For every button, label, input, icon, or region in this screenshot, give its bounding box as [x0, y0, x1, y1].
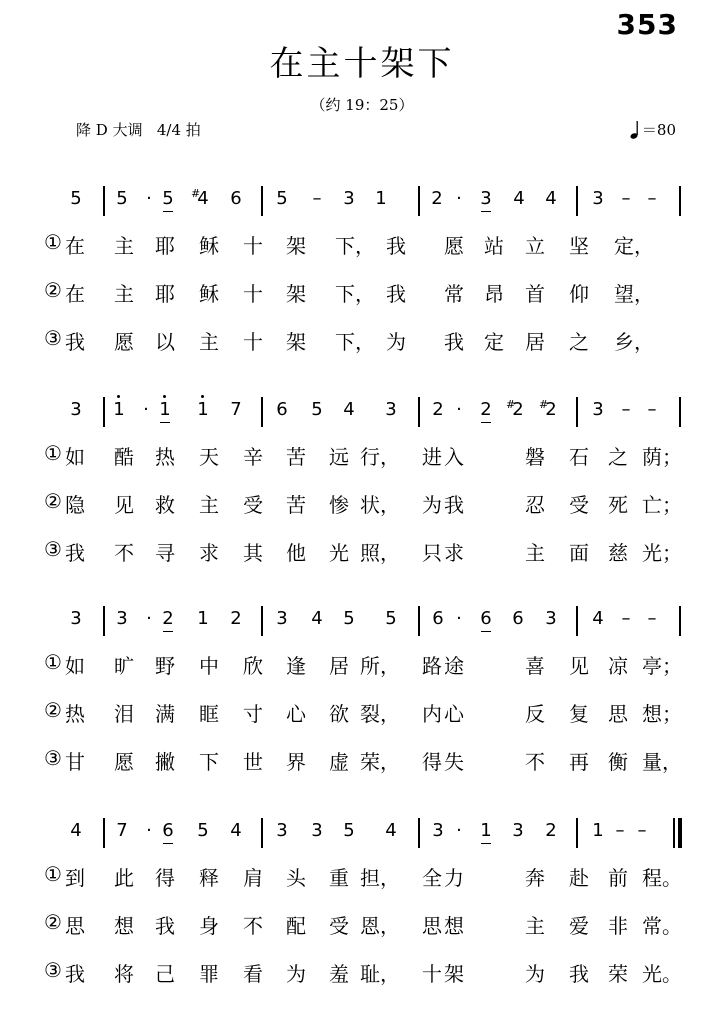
lyric-char: 为: [286, 962, 306, 986]
sharp-accidental: #: [191, 187, 201, 200]
lyric-char: 受: [243, 493, 263, 517]
lyric-line: [44, 958, 684, 988]
lyric-char: 虚: [329, 750, 349, 774]
note: 2 #: [506, 399, 530, 421]
lyric-char: 程。: [642, 866, 682, 890]
barline: [261, 186, 263, 216]
lyric-char: 在: [65, 282, 85, 306]
sustain-dash: –: [647, 608, 657, 629]
lyric-char: 心: [444, 702, 464, 726]
note: 3: [592, 399, 604, 420]
final-barline-thin: [673, 818, 675, 848]
note: 4: [385, 820, 397, 841]
verse-number: ①: [44, 230, 62, 254]
barline: [418, 606, 420, 636]
lyric-char: 界: [286, 750, 306, 774]
lyric-char: 欲: [329, 702, 349, 726]
lyric-char: 以: [155, 330, 175, 354]
note: 2: [432, 399, 444, 420]
lyric-line: [44, 746, 684, 776]
lyric-line: [44, 537, 684, 567]
verse-number: ②: [44, 910, 62, 934]
barline: [679, 397, 681, 427]
note: 3: [116, 608, 128, 629]
lyric-char: 全: [422, 866, 442, 890]
dot-marker: ·: [456, 188, 462, 209]
lyric-char: 得: [155, 866, 175, 890]
barline: [576, 397, 578, 427]
lyric-char: 不: [525, 750, 545, 774]
lyric-char: 我: [569, 962, 589, 986]
verse-number: ③: [44, 746, 62, 770]
note: 3: [432, 820, 444, 841]
notation-line: [0, 397, 724, 437]
lyric-char: 之: [608, 445, 628, 469]
note: 3: [70, 399, 82, 420]
lyric-char: 面: [569, 541, 589, 565]
lyric-char: 凉: [608, 654, 628, 678]
lyric-char: 苦: [286, 493, 306, 517]
lyric-line: [44, 698, 684, 728]
barline: [103, 397, 105, 427]
lyric-char: 苦: [286, 445, 306, 469]
note: 5: [276, 188, 288, 209]
note: 1: [153, 399, 177, 421]
note: 5: [343, 820, 355, 841]
verse-number: ③: [44, 537, 62, 561]
lyric-char: 他: [286, 541, 306, 565]
lyric-line: [44, 489, 684, 519]
notation-line: [0, 818, 724, 858]
lyric-line: [44, 910, 684, 940]
lyric-char: 内: [422, 702, 442, 726]
verse-number: ①: [44, 862, 62, 886]
lyric-char: 我: [386, 282, 406, 306]
lyric-char: 隐: [65, 493, 85, 517]
note: 1: [375, 188, 387, 209]
note: 4: [230, 820, 242, 841]
note: 5: [70, 188, 82, 209]
note: 1: [474, 820, 498, 842]
note: 7: [230, 399, 242, 420]
lyric-char: 复: [569, 702, 589, 726]
lyric-char: 居: [329, 654, 349, 678]
lyric-char: 十: [422, 962, 442, 986]
verse-number: ③: [44, 326, 62, 350]
lyric-char: 撇: [155, 750, 175, 774]
lyric-char: 十: [243, 330, 263, 354]
sustain-dash: –: [621, 608, 631, 629]
tempo-value: ＝80: [641, 121, 676, 139]
lyric-char: 失: [444, 750, 464, 774]
lyric-char: 常。: [642, 914, 682, 938]
scripture-reference: （约 19：25）: [310, 96, 414, 114]
note: 3: [385, 399, 397, 420]
lyric-line: [44, 326, 684, 356]
dot-marker: ·: [146, 820, 152, 841]
lyric-char: 热: [65, 702, 85, 726]
lyric-char: 乡，: [614, 330, 654, 354]
sustain-dash: –: [621, 399, 631, 420]
barline: [418, 818, 420, 848]
tempo-marking: [630, 119, 676, 140]
lyric-char: 只: [422, 541, 442, 565]
lyric-char: 满: [155, 702, 175, 726]
lyric-char: 热: [155, 445, 175, 469]
note: 5: [116, 188, 128, 209]
dot-marker: ·: [456, 399, 462, 420]
lyric-char: 爱: [569, 914, 589, 938]
lyric-char: 己: [155, 962, 175, 986]
lyric-char: 不: [114, 541, 134, 565]
lyric-char: 为: [525, 962, 545, 986]
lyric-char: 为: [422, 493, 442, 517]
lyric-char: 到: [65, 866, 85, 890]
lyric-char: 居: [525, 330, 545, 354]
lyric-char: 之: [569, 330, 589, 354]
note: 7: [116, 820, 128, 841]
dot-marker: ·: [456, 608, 462, 629]
lyric-char: 望，: [614, 282, 654, 306]
barline: [679, 186, 681, 216]
lyric-char: 反: [525, 702, 545, 726]
lyric-char: 架: [286, 330, 306, 354]
lyric-char: 得: [422, 750, 442, 774]
lyric-char: 我: [444, 493, 464, 517]
lyric-char: 担，: [360, 866, 400, 890]
note: 4 #: [191, 188, 215, 210]
lyric-char: 坚: [569, 234, 589, 258]
lyric-char: 主: [114, 282, 134, 306]
note: 3: [512, 820, 524, 841]
lyric-char: 喜: [525, 654, 545, 678]
barline: [103, 606, 105, 636]
lyric-char: 求: [444, 541, 464, 565]
lyric-char: 愿: [444, 234, 464, 258]
notation-line: [0, 606, 724, 646]
barline: [576, 818, 578, 848]
lyric-char: 荣: [608, 962, 628, 986]
verse-number: ①: [44, 441, 62, 465]
lyric-char: 十: [243, 282, 263, 306]
lyric-char: 为: [386, 330, 406, 354]
lyric-char: 我: [65, 330, 85, 354]
lyric-char: 常: [444, 282, 464, 306]
lyric-char: 十: [243, 234, 263, 258]
lyric-char: 我: [65, 962, 85, 986]
lyric-char: 如: [65, 654, 85, 678]
lyric-char: 恩，: [360, 914, 400, 938]
lyric-char: 思: [65, 914, 85, 938]
note: 3: [276, 608, 288, 629]
barline: [261, 606, 263, 636]
lyric-char: 主: [199, 330, 219, 354]
lyric-char: 再: [569, 750, 589, 774]
lyric-char: 在: [65, 234, 85, 258]
barline: [103, 818, 105, 848]
lyric-char: 其: [243, 541, 263, 565]
lyric-char: 仰: [569, 282, 589, 306]
lyric-char: 受: [569, 493, 589, 517]
lyric-char: 裂，: [360, 702, 400, 726]
lyric-char: 主: [199, 493, 219, 517]
sustain-dash: –: [312, 188, 322, 209]
lyric-char: 光；: [642, 541, 682, 565]
sustain-dash: –: [647, 399, 657, 420]
lyric-char: 释: [199, 866, 219, 890]
barline: [418, 186, 420, 216]
lyric-char: 非: [608, 914, 628, 938]
lyric-char: 惨: [329, 493, 349, 517]
lyric-char: 立: [525, 234, 545, 258]
lyric-char: 将: [114, 962, 134, 986]
lyric-char: 照，: [360, 541, 400, 565]
lyric-line: [44, 278, 684, 308]
lyric-char: 寸: [243, 702, 263, 726]
note: 2 #: [539, 399, 563, 421]
note: 3: [343, 188, 355, 209]
note: 2: [545, 820, 557, 841]
lyric-char: 心: [286, 702, 306, 726]
note: 5: [197, 820, 209, 841]
note: 3: [545, 608, 557, 629]
dot-marker: ·: [146, 608, 152, 629]
lyric-line: [44, 650, 684, 680]
lyric-char: 慈: [608, 541, 628, 565]
lyric-char: 重: [329, 866, 349, 890]
lyric-char: 首: [525, 282, 545, 306]
note: 3: [592, 188, 604, 209]
lyric-char: 主: [114, 234, 134, 258]
note: 1: [197, 608, 209, 629]
lyric-char: 此: [114, 866, 134, 890]
note: 5: [311, 399, 323, 420]
lyric-char: 我: [386, 234, 406, 258]
lyric-char: 野: [155, 654, 175, 678]
lyric-char: 世: [243, 750, 263, 774]
lyric-char: 思: [608, 702, 628, 726]
note: 6: [432, 608, 444, 629]
note: 4: [592, 608, 604, 629]
note: 6: [512, 608, 524, 629]
lyric-char: 救: [155, 493, 175, 517]
lyric-char: 光。: [642, 962, 682, 986]
verse-number: ③: [44, 958, 62, 982]
verse-number: ②: [44, 278, 62, 302]
lyric-char: 衡: [608, 750, 628, 774]
lyric-char: 愿: [114, 330, 134, 354]
note: 1: [107, 399, 131, 421]
sustain-dash: –: [615, 820, 625, 841]
lyric-char: 见: [114, 493, 134, 517]
lyric-char: 下，: [335, 234, 375, 258]
lyric-char: 愿: [114, 750, 134, 774]
verse-number: ②: [44, 698, 62, 722]
lyric-char: 眶: [199, 702, 219, 726]
final-barline-thick: [678, 818, 682, 848]
note: 2: [230, 608, 242, 629]
lyric-char: 我: [155, 914, 175, 938]
lyric-char: 忍: [525, 493, 545, 517]
lyric-char: 荫；: [642, 445, 682, 469]
note: 3: [276, 820, 288, 841]
note: 5: [156, 188, 180, 210]
lyric-char: 逢: [286, 654, 306, 678]
lyric-char: 想；: [642, 702, 682, 726]
lyric-char: 肩: [243, 866, 263, 890]
lyric-char: 磐: [525, 445, 545, 469]
lyric-char: 进: [422, 445, 442, 469]
lyric-char: 架: [286, 282, 306, 306]
lyric-char: 下，: [335, 282, 375, 306]
note: 5: [385, 608, 397, 629]
lyric-char: 寻: [155, 541, 175, 565]
lyric-char: 耶: [155, 282, 175, 306]
sustain-dash: –: [637, 820, 647, 841]
lyric-char: 站: [484, 234, 504, 258]
lyric-char: 不: [243, 914, 263, 938]
note: 4: [513, 188, 525, 209]
lyric-char: 看: [243, 962, 263, 986]
barline: [261, 397, 263, 427]
note: 3: [474, 188, 498, 210]
note: 4: [70, 820, 82, 841]
lyric-char: 稣: [199, 234, 219, 258]
lyric-line: [44, 862, 684, 892]
song-title: 在主十架下: [269, 44, 455, 84]
barline: [679, 606, 681, 636]
quarter-note-icon: [630, 120, 640, 140]
lyric-char: 定，: [614, 234, 654, 258]
lyric-char: 头: [286, 866, 306, 890]
lyric-line: [44, 230, 684, 260]
lyric-char: 赴: [569, 866, 589, 890]
lyric-char: 路: [422, 654, 442, 678]
dot-marker: ·: [456, 820, 462, 841]
lyric-char: 稣: [199, 282, 219, 306]
lyric-char: 耻，: [360, 962, 400, 986]
lyric-char: 入: [444, 445, 464, 469]
lyric-char: 我: [65, 541, 85, 565]
barline: [576, 186, 578, 216]
lyric-char: 亡；: [642, 493, 682, 517]
note: 6: [230, 188, 242, 209]
note: 1: [592, 820, 604, 841]
lyric-char: 想: [444, 914, 464, 938]
lyric-char: 中: [199, 654, 219, 678]
key-signature: 降 D 大调 4/4 拍: [76, 121, 201, 139]
lyric-char: 想: [114, 914, 134, 938]
note: 3: [70, 608, 82, 629]
lyric-char: 见: [569, 654, 589, 678]
barline: [576, 606, 578, 636]
lyric-char: 架: [286, 234, 306, 258]
lyric-char: 光: [329, 541, 349, 565]
note: 2: [156, 608, 180, 630]
lyric-char: 行，: [360, 445, 400, 469]
lyric-char: 我: [444, 330, 464, 354]
note: 6: [156, 820, 180, 842]
note: 4: [343, 399, 355, 420]
lyric-char: 甘: [65, 750, 85, 774]
note: 6: [276, 399, 288, 420]
note: 4: [311, 608, 323, 629]
lyric-char: 石: [569, 445, 589, 469]
lyric-char: 酷: [114, 445, 134, 469]
lyric-char: 辛: [243, 445, 263, 469]
lyric-char: 受: [329, 914, 349, 938]
lyric-char: 亭；: [642, 654, 682, 678]
lyric-char: 架: [444, 962, 464, 986]
lyric-char: 主: [525, 541, 545, 565]
lyric-char: 如: [65, 445, 85, 469]
note: 6: [474, 608, 498, 630]
lyric-char: 途: [444, 654, 464, 678]
notation-line: [0, 186, 724, 226]
note: 1: [191, 399, 215, 421]
lyric-char: 下，: [335, 330, 375, 354]
lyric-char: 思: [422, 914, 442, 938]
lyric-char: 前: [608, 866, 628, 890]
barline: [418, 397, 420, 427]
lyric-char: 羞: [329, 962, 349, 986]
lyric-char: 罪: [199, 962, 219, 986]
lyric-char: 天: [199, 445, 219, 469]
sustain-dash: –: [647, 188, 657, 209]
lyric-char: 力: [444, 866, 464, 890]
verse-number: ②: [44, 489, 62, 513]
lyric-char: 欣: [243, 654, 263, 678]
lyric-char: 状，: [360, 493, 400, 517]
hymn-number: 353: [616, 8, 678, 41]
note: 3: [311, 820, 323, 841]
lyric-char: 下: [199, 750, 219, 774]
lyric-char: 远: [329, 445, 349, 469]
lyric-char: 求: [199, 541, 219, 565]
lyric-char: 耶: [155, 234, 175, 258]
lyric-char: 荣，: [360, 750, 400, 774]
lyric-char: 昂: [484, 282, 504, 306]
verse-number: ①: [44, 650, 62, 674]
barline: [261, 818, 263, 848]
note: 2: [431, 188, 443, 209]
dot-marker: ·: [143, 399, 149, 420]
lyric-char: 泪: [114, 702, 134, 726]
note: 4: [545, 188, 557, 209]
lyric-char: 主: [525, 914, 545, 938]
sharp-accidental: #: [539, 398, 549, 411]
lyric-char: 所，: [360, 654, 400, 678]
note: 5: [343, 608, 355, 629]
lyric-char: 量，: [642, 750, 682, 774]
note: 2: [474, 399, 498, 421]
lyric-line: [44, 441, 684, 471]
sharp-accidental: #: [506, 398, 516, 411]
lyric-char: 定: [484, 330, 504, 354]
barline: [103, 186, 105, 216]
lyric-char: 奔: [525, 866, 545, 890]
sustain-dash: –: [621, 188, 631, 209]
lyric-char: 旷: [114, 654, 134, 678]
lyric-char: 死: [608, 493, 628, 517]
lyric-char: 身: [199, 914, 219, 938]
dot-marker: ·: [146, 188, 152, 209]
lyric-char: 配: [286, 914, 306, 938]
